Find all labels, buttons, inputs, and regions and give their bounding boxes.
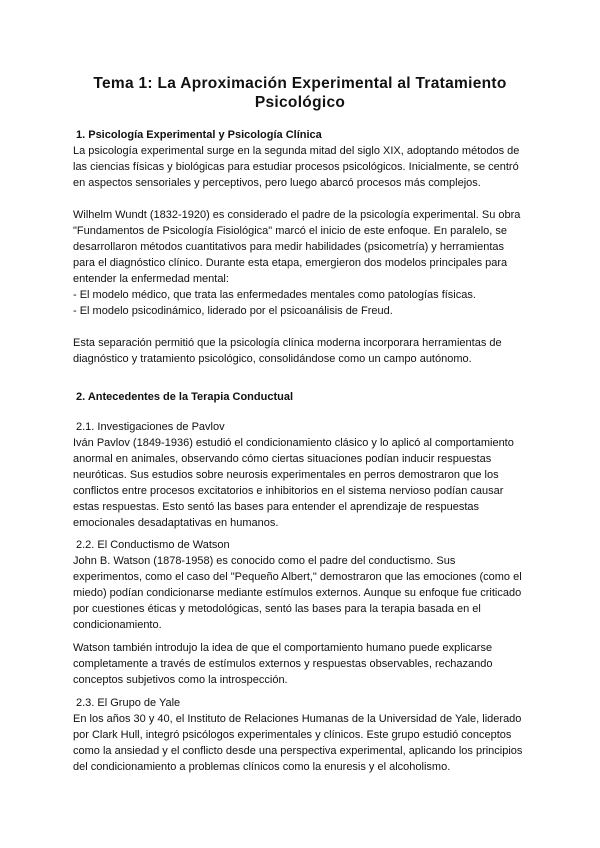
text-line: Iván Pavlov (1849-1936) estudió el condicionamiento clásico y lo aplicó al comportamiento: [73, 437, 514, 449]
text-line: estas respuestas. Esto sentó las bases para entender el aprendizaje de respuestas: [73, 501, 480, 513]
text-line: para el diagnóstico clínico. Durante esta etapa, emergieron dos modelos principales para: [73, 257, 508, 269]
text-line: las ciencias físicas y biológicas para estudiar procesos psicológicos. Inicialmente, se centró: [73, 161, 519, 173]
text-line: en aspectos sensoriales y perceptivos, pero luego abarcó procesos más complejos.: [73, 177, 481, 189]
section-heading: 1. Psicología Experimental y Psicología Clínica: [76, 129, 322, 141]
text-line: completamente a través de estímulos externos y respuestas observables, rechazando: [73, 658, 493, 670]
text-line: conflictos entre procesos excitatorios e inhibitorios en el sistema nervioso podían causar: [73, 485, 504, 497]
text-line: conceptos subjetivos como la introspección.: [73, 674, 288, 686]
text-line: condicionamiento.: [73, 619, 162, 631]
subsection-heading: 2.1. Investigaciones de Pavlov: [76, 421, 225, 433]
text-line: En los años 30 y 40, el Instituto de Relaciones Humanas de la Universidad de Yale, liderado: [73, 713, 522, 725]
section-heading: 2. Antecedentes de la Terapia Conductual: [76, 391, 293, 403]
title-line: Psicológico: [254, 94, 346, 111]
text-line: del condicionamiento a problemas clínicos como la enuresis y el alcoholismo.: [73, 761, 451, 773]
text-line: experimentos, como el caso del "Pequeño Albert," demostraron que las emociones (como el: [73, 571, 522, 583]
subsection-heading: 2.2. El Conductismo de Watson: [76, 539, 230, 551]
paragraph: [73, 207, 543, 319]
text-line: La psicología experimental surge en la segunda mitad del siglo XIX, adoptando métodos de: [73, 145, 520, 157]
text-line: diagnóstico y tratamiento psicológico, consolidándose como un campo autónomo.: [73, 353, 472, 365]
text-line: entender la enfermedad mental:: [73, 273, 229, 285]
text-line: por cuestiones éticas y metodológicas, sentó las bases para la terapia basada en el: [73, 603, 481, 615]
text-line: - El modelo psicodinámico, liderado por el psicoanálisis de Freud.: [73, 305, 393, 317]
text-line: emocionales desadaptativas en humanos.: [73, 517, 279, 529]
text-line: desarrollaron métodos cuantitativos para medir habilidades (psicometría) y herramientas: [73, 241, 505, 253]
text-line: Watson también introdujo la idea de que el comportamiento humano puede explicarse: [73, 642, 493, 654]
paragraph: [73, 711, 543, 775]
text-line: - El modelo médico, que trata las enfermedades mentales como patologías físicas.: [73, 289, 476, 301]
text-line: John B. Watson (1878-1958) es conocido como el padre del conductismo. Sus: [73, 555, 456, 567]
text-line: por Clark Hull, integró psicólogos experimentales y clínicos. Este grupo estudió conceptos: [73, 729, 512, 741]
paragraph: [73, 143, 543, 191]
text-line: anormal en animales, observando cómo ciertas situaciones podían inducir respuestas: [73, 453, 492, 465]
paragraph: [73, 335, 543, 367]
text-line: neuróticas. Sus estudios sobre neurosis experimentales en perros demostraron que los: [73, 469, 499, 481]
subsection-heading: 2.3. El Grupo de Yale: [76, 697, 181, 709]
title-line: Tema 1: La Aproximación Experimental al Tratamiento: [93, 75, 507, 92]
document-title: [0, 74, 600, 112]
text-line: como la ansiedad y el conflicto desde una perspectiva experimental, aplicando los principios: [73, 745, 523, 757]
text-line: "Fundamentos de Psicología Fisiológica" marcó el inicio de este enfoque. En paralelo, se: [73, 225, 508, 237]
document-body: [73, 127, 543, 775]
text-line: Esta separación permitió que la psicología clínica moderna incorporara herramientas de: [73, 337, 502, 349]
paragraph: [73, 553, 543, 633]
paragraph: [73, 640, 543, 688]
text-line: Wilhelm Wundt (1832-1920) es considerado el padre de la psicología experimental. Su obra: [73, 209, 521, 221]
text-line: miedo) podían condicionarse mediante estímulos externos. Aunque su enfoque fue criticado: [73, 587, 522, 599]
paragraph: [73, 435, 543, 531]
